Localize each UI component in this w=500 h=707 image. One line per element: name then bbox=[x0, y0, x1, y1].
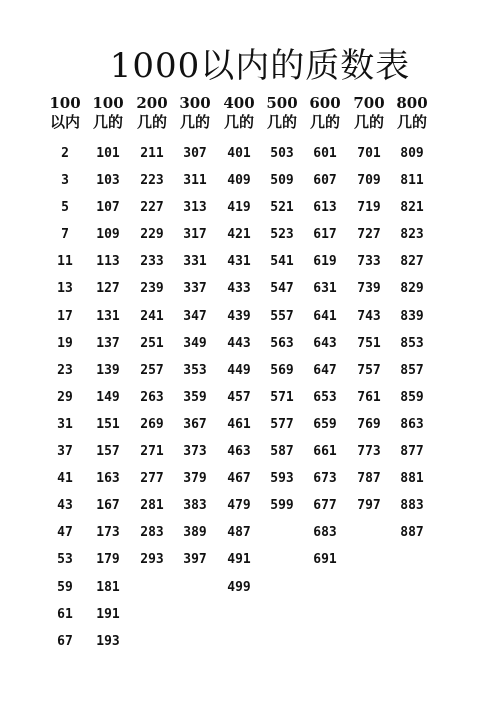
prime-number-cell: 757 bbox=[357, 362, 381, 378]
prime-number-cell: 751 bbox=[357, 335, 381, 351]
prime-number-cell: 719 bbox=[357, 200, 381, 216]
column-header-label: 几的 bbox=[223, 113, 254, 131]
prime-number-cell: 379 bbox=[183, 471, 207, 487]
prime-number-cell: 661 bbox=[313, 444, 337, 460]
prime-number-cell: 443 bbox=[227, 335, 251, 351]
prime-number-cell: 827 bbox=[400, 254, 424, 270]
prime-number-cell: 131 bbox=[96, 308, 120, 324]
prime-number-cell: 701 bbox=[357, 146, 381, 161]
prime-number-cell: 829 bbox=[400, 281, 424, 297]
prime-number-cell: 311 bbox=[183, 173, 207, 189]
prime-number-cell: 373 bbox=[183, 444, 207, 460]
column-header-range: 100 bbox=[92, 94, 124, 112]
prime-number-cell: 167 bbox=[96, 498, 120, 514]
prime-number-cell: 359 bbox=[183, 389, 207, 405]
prime-number-cell: 227 bbox=[140, 200, 164, 216]
prime-number-cell: 727 bbox=[357, 227, 381, 243]
prime-number-cell: 317 bbox=[183, 227, 207, 243]
prime-number-cell: 883 bbox=[400, 498, 424, 514]
prime-number-cell: 839 bbox=[400, 308, 424, 324]
prime-number-cell: 433 bbox=[227, 281, 251, 297]
prime-number-cell: 571 bbox=[270, 389, 294, 405]
prime-number-cell: 547 bbox=[270, 281, 294, 297]
prime-number-cell: 191 bbox=[96, 606, 120, 622]
prime-number-cell: 541 bbox=[270, 254, 294, 270]
prime-number-cell: 479 bbox=[227, 498, 251, 514]
prime-number-cell: 337 bbox=[183, 281, 207, 297]
prime-number-cell: 181 bbox=[96, 579, 120, 595]
prime-number-cell: 601 bbox=[313, 146, 337, 161]
prime-number-cell: 569 bbox=[270, 362, 294, 378]
prime-number-cell: 499 bbox=[227, 579, 251, 595]
prime-number-cell: 23 bbox=[57, 362, 73, 378]
prime-number-cell: 487 bbox=[227, 525, 251, 541]
column-header-range: 800 bbox=[396, 94, 428, 112]
prime-number-cell: 353 bbox=[183, 362, 207, 378]
prime-number-cell: 2 bbox=[61, 146, 69, 161]
prime-number-cell: 163 bbox=[96, 471, 120, 487]
prime-number-cell: 349 bbox=[183, 335, 207, 351]
prime-number-cell: 419 bbox=[227, 200, 251, 216]
prime-number-cell: 233 bbox=[140, 254, 164, 270]
prime-number-cell: 47 bbox=[57, 525, 73, 541]
prime-number-cell: 587 bbox=[270, 444, 294, 460]
prime-column-8 bbox=[384, 94, 440, 546]
prime-number-cell: 313 bbox=[183, 200, 207, 216]
prime-number-cell: 733 bbox=[357, 254, 381, 270]
prime-number-cell: 859 bbox=[400, 389, 424, 405]
prime-number-cell: 521 bbox=[270, 200, 294, 216]
column-header-label: 几的 bbox=[266, 113, 297, 131]
prime-number-cell: 107 bbox=[96, 200, 120, 216]
prime-number-cell: 593 bbox=[270, 471, 294, 487]
prime-number-cell: 397 bbox=[183, 552, 207, 568]
column-header-label: 几的 bbox=[396, 113, 427, 131]
prime-number-cell: 5 bbox=[61, 200, 69, 216]
prime-number-cell: 179 bbox=[96, 552, 120, 568]
column-header-range: 300 bbox=[179, 94, 211, 112]
prime-number-cell: 683 bbox=[313, 525, 337, 541]
prime-number-cell: 31 bbox=[57, 416, 73, 432]
column-header bbox=[384, 94, 440, 132]
prime-number-cell: 613 bbox=[313, 200, 337, 216]
prime-number-cell: 223 bbox=[140, 173, 164, 189]
prime-number-cell: 769 bbox=[357, 416, 381, 432]
prime-number-cell: 643 bbox=[313, 335, 337, 351]
prime-number-cell: 691 bbox=[313, 552, 337, 568]
prime-number-cell: 467 bbox=[227, 471, 251, 487]
prime-number-cell: 881 bbox=[400, 471, 424, 487]
prime-number-cell: 257 bbox=[140, 362, 164, 378]
prime-number-cell: 139 bbox=[96, 362, 120, 378]
prime-number-cell: 41 bbox=[57, 471, 73, 487]
column-header-label: 几的 bbox=[136, 113, 167, 131]
prime-number-cell: 173 bbox=[96, 525, 120, 541]
prime-number-cell: 577 bbox=[270, 416, 294, 432]
prime-number-cell: 823 bbox=[400, 227, 424, 243]
prime-number-cell: 797 bbox=[357, 498, 381, 514]
prime-number-cell: 307 bbox=[183, 146, 207, 161]
column-header-range: 200 bbox=[136, 94, 168, 112]
prime-number-cell: 631 bbox=[313, 281, 337, 297]
prime-number-cell: 821 bbox=[400, 200, 424, 216]
prime-number-cell: 887 bbox=[400, 525, 424, 541]
prime-number-cell: 787 bbox=[357, 471, 381, 487]
prime-number-cell: 293 bbox=[140, 552, 164, 568]
prime-number-cell: 421 bbox=[227, 227, 251, 243]
prime-number-cell: 271 bbox=[140, 444, 164, 460]
prime-number-cell: 347 bbox=[183, 308, 207, 324]
column-header-label: 几的 bbox=[179, 113, 210, 131]
prime-number-cell: 773 bbox=[357, 444, 381, 460]
prime-number-cell: 743 bbox=[357, 308, 381, 324]
prime-number-cell: 61 bbox=[57, 606, 73, 622]
prime-number-cell: 383 bbox=[183, 498, 207, 514]
prime-number-cell: 11 bbox=[57, 254, 73, 270]
prime-number-cell: 367 bbox=[183, 416, 207, 432]
prime-number-cell: 29 bbox=[57, 389, 73, 405]
prime-number-cell: 431 bbox=[227, 254, 251, 270]
column-header-range: 400 bbox=[223, 94, 255, 112]
column-header-range: 100 bbox=[49, 94, 81, 112]
prime-number-cell: 109 bbox=[96, 227, 120, 243]
prime-number-cell: 157 bbox=[96, 444, 120, 460]
column-header-range: 500 bbox=[266, 94, 298, 112]
prime-number-cell: 17 bbox=[57, 308, 73, 324]
prime-number-cell: 211 bbox=[140, 146, 164, 161]
prime-number-cell: 241 bbox=[140, 308, 164, 324]
prime-number-cell: 409 bbox=[227, 173, 251, 189]
prime-number-cell: 101 bbox=[96, 146, 120, 161]
prime-number-cell: 509 bbox=[270, 173, 294, 189]
prime-number-cell: 13 bbox=[57, 281, 73, 297]
prime-number-cell: 389 bbox=[183, 525, 207, 541]
prime-number-cell: 151 bbox=[96, 416, 120, 432]
column-header-label: 几的 bbox=[309, 113, 340, 131]
prime-number-cell: 617 bbox=[313, 227, 337, 243]
prime-number-cell: 113 bbox=[96, 254, 120, 270]
prime-number-cell: 619 bbox=[313, 254, 337, 270]
prime-number-cell: 557 bbox=[270, 308, 294, 324]
column-header-label: 几的 bbox=[353, 113, 384, 131]
column-header-label: 以内 bbox=[49, 113, 80, 131]
prime-number-cell: 67 bbox=[57, 633, 73, 649]
prime-number-cell: 127 bbox=[96, 281, 120, 297]
column-header-range: 600 bbox=[309, 94, 341, 112]
prime-number-cell: 331 bbox=[183, 254, 207, 270]
prime-number-cell: 229 bbox=[140, 227, 164, 243]
prime-number-cell: 809 bbox=[400, 146, 424, 161]
prime-number-cell: 599 bbox=[270, 498, 294, 514]
prime-number-cell: 193 bbox=[96, 633, 120, 649]
prime-number-cell: 523 bbox=[270, 227, 294, 243]
prime-number-cell: 853 bbox=[400, 335, 424, 351]
prime-number-cell: 269 bbox=[140, 416, 164, 432]
prime-number-cell: 401 bbox=[227, 146, 251, 161]
prime-number-cell: 457 bbox=[227, 389, 251, 405]
prime-number-cell: 3 bbox=[61, 173, 69, 189]
page-title: 1000以内的质数表 bbox=[109, 46, 411, 86]
prime-number-cell: 647 bbox=[313, 362, 337, 378]
prime-number-cell: 283 bbox=[140, 525, 164, 541]
prime-number-cell: 653 bbox=[313, 389, 337, 405]
prime-number-cell: 281 bbox=[140, 498, 164, 514]
prime-number-cell: 857 bbox=[400, 362, 424, 378]
prime-number-cell: 103 bbox=[96, 173, 120, 189]
prime-number-cell: 43 bbox=[57, 498, 73, 514]
prime-number-cell: 439 bbox=[227, 308, 251, 324]
prime-number-cell: 149 bbox=[96, 389, 120, 405]
prime-number-cell: 7 bbox=[61, 227, 69, 243]
prime-number-cell: 251 bbox=[140, 335, 164, 351]
prime-number-cell: 607 bbox=[313, 173, 337, 189]
prime-number-cell: 463 bbox=[227, 444, 251, 460]
prime-number-cell: 59 bbox=[57, 579, 73, 595]
prime-number-cell: 19 bbox=[57, 335, 73, 351]
prime-number-cell: 239 bbox=[140, 281, 164, 297]
prime-number-cell: 811 bbox=[400, 173, 424, 189]
prime-number-cell: 709 bbox=[357, 173, 381, 189]
prime-number-cell: 449 bbox=[227, 362, 251, 378]
column-header-range: 700 bbox=[353, 94, 385, 112]
prime-number-cell: 263 bbox=[140, 389, 164, 405]
prime-number-cell: 641 bbox=[313, 308, 337, 324]
prime-number-cell: 137 bbox=[96, 335, 120, 351]
prime-number-cell: 677 bbox=[313, 498, 337, 514]
prime-number-cell: 37 bbox=[57, 444, 73, 460]
prime-number-cell: 761 bbox=[357, 389, 381, 405]
prime-number-cell: 277 bbox=[140, 471, 164, 487]
prime-number-cell: 563 bbox=[270, 335, 294, 351]
prime-number-cell: 53 bbox=[57, 552, 73, 568]
prime-number-cell: 491 bbox=[227, 552, 251, 568]
prime-number-cell: 503 bbox=[270, 146, 294, 161]
column-header-label: 几的 bbox=[92, 113, 123, 131]
prime-number-cell: 461 bbox=[227, 416, 251, 432]
prime-number-cell: 673 bbox=[313, 471, 337, 487]
prime-number-cell: 739 bbox=[357, 281, 381, 297]
prime-number-cell: 863 bbox=[400, 416, 424, 432]
prime-number-cell: 659 bbox=[313, 416, 337, 432]
prime-number-cell: 877 bbox=[400, 444, 424, 460]
